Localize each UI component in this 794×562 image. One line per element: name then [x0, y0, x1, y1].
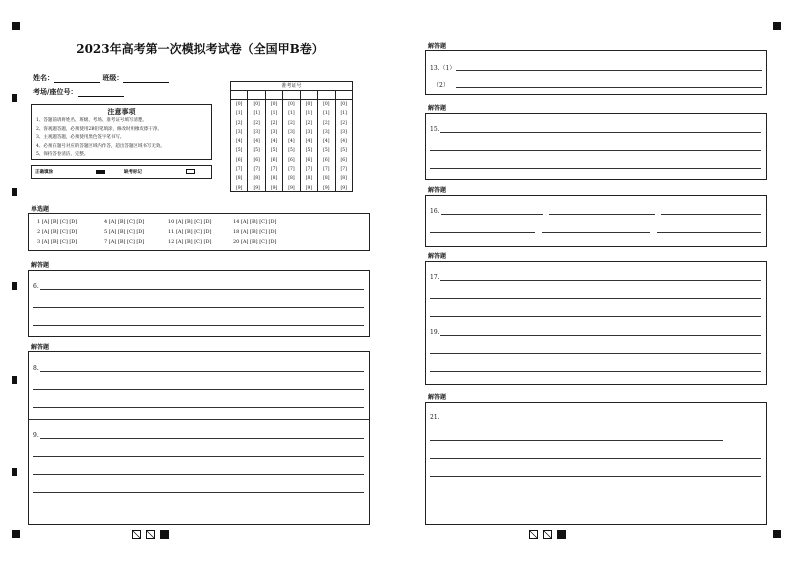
name-field[interactable] [54, 75, 100, 83]
exam-id-bubble[interactable]: [4] [340, 139, 347, 145]
exam-id-column[interactable] [283, 91, 300, 191]
answer-line [549, 214, 655, 215]
exam-id-column[interactable] [318, 91, 335, 191]
timing-mark [12, 468, 17, 476]
exam-id-bubble[interactable]: [8] [323, 176, 330, 182]
page-code-cross-mark [543, 530, 552, 539]
exam-id-bubble[interactable]: [4] [323, 139, 330, 145]
exam-id-bubble[interactable]: [1] [288, 111, 295, 117]
answer-line [33, 474, 364, 475]
timing-mark [12, 94, 17, 102]
mc-item[interactable]: 7 [A] [B] [C] [D] [104, 239, 145, 245]
exam-id-bubble[interactable]: [8] [340, 176, 347, 182]
answer-section-header: 解答题 [428, 43, 447, 50]
exam-id-bubble[interactable]: [4] [253, 139, 260, 145]
exam-id-bubble[interactable]: [9] [340, 185, 347, 191]
exam-id-column[interactable] [248, 91, 265, 191]
answer-line [40, 371, 364, 372]
exam-id-bubble[interactable]: [2] [305, 120, 313, 126]
answer-box-q6[interactable] [28, 270, 370, 337]
exam-id-bubble[interactable]: [2] [340, 120, 347, 126]
notice-item: 3、主观题答题，必须使用黑色签字笔书写。 [36, 135, 125, 140]
timing-mark [12, 376, 17, 384]
exam-id-title: 准考证号 [231, 82, 352, 91]
corner-mark-bottom-right [773, 530, 781, 538]
exam-id-bubble[interactable]: [1] [305, 111, 313, 117]
corner-mark-bottom-left [12, 530, 20, 538]
exam-id-bubble[interactable]: [7] [323, 167, 330, 173]
single-choice-header: 单选题 [31, 206, 50, 213]
exam-id-columns [231, 91, 352, 191]
exam-id-bubble[interactable]: [5] [288, 148, 295, 154]
exam-id-bubble[interactable]: [3] [340, 129, 347, 135]
timing-mark [12, 282, 17, 290]
timing-mark [12, 188, 17, 196]
exam-id-bubble[interactable]: [1] [270, 111, 278, 117]
exam-id-bubble[interactable]: [6] [340, 157, 347, 163]
exam-id-bubble[interactable]: [4] [270, 139, 278, 145]
exam-id-bubble[interactable]: [3] [236, 129, 243, 135]
page-code-cross-mark [146, 530, 155, 539]
exam-id-bubble[interactable]: [3] [323, 129, 330, 135]
answer-line [430, 232, 535, 233]
exam-id-column[interactable] [336, 91, 352, 191]
exam-id-bubble[interactable]: [9] [323, 185, 330, 191]
exam-id-bubble[interactable]: [6] [323, 157, 330, 163]
answer-line [430, 458, 761, 459]
exam-id-bubble[interactable]: [2] [288, 120, 295, 126]
name-class-row [33, 73, 169, 83]
exam-id-bubble[interactable]: [5] [253, 148, 260, 154]
exam-id-bubble[interactable]: [6] [253, 157, 260, 163]
exam-id-bubble[interactable]: [1] [253, 111, 260, 117]
notice-item: 5、保持答卷清洁、完整。 [36, 152, 89, 157]
exam-title: 2023年高考第一次模拟考试卷（全国甲B卷） [76, 42, 324, 56]
answer-line [40, 289, 364, 290]
exam-id-bubble[interactable]: [0] [323, 102, 330, 107]
question-number: 8. [33, 365, 39, 372]
exam-id-bubble[interactable]: [3] [253, 129, 260, 135]
answer-line [430, 440, 723, 441]
question-number: 19. [430, 329, 440, 336]
answer-section-header: 解答题 [428, 105, 447, 112]
name-label: 姓名： [33, 73, 54, 82]
exam-id-bubble[interactable]: [2] [270, 120, 278, 126]
page-code-cross-mark [132, 530, 141, 539]
exam-id-bubble[interactable]: [8] [253, 176, 260, 182]
answer-line [430, 353, 761, 354]
exam-id-bubble[interactable]: [3] [270, 129, 278, 135]
question-number: 21. [430, 414, 440, 421]
answer-line [456, 70, 762, 71]
exam-id-bubble[interactable]: [6] [270, 157, 278, 163]
seat-field[interactable] [78, 89, 124, 97]
question-number: 6. [33, 283, 39, 290]
exam-id-column[interactable] [231, 91, 248, 191]
exam-id-bubble[interactable]: [8] [236, 176, 243, 182]
mc-item[interactable]: 20 [A] [B] [C] [D] [233, 239, 277, 245]
exam-id-bubble[interactable]: [9] [288, 185, 295, 191]
answer-line [441, 214, 543, 215]
exam-id-bubble[interactable]: [2] [323, 120, 330, 126]
exam-id-bubble[interactable]: [7] [270, 167, 278, 173]
answer-line [430, 168, 761, 169]
answer-line [657, 232, 761, 233]
exam-id-bubble[interactable]: [6] [288, 157, 295, 163]
exam-id-column[interactable] [301, 91, 318, 191]
notice-box [31, 104, 212, 160]
exam-id-bubble[interactable]: [7] [236, 167, 243, 173]
exam-id-bubble[interactable]: [9] [253, 185, 260, 191]
mc-item[interactable]: 2 [A] [B] [C] [D] [37, 229, 78, 235]
exam-id-bubble[interactable]: [7] [340, 167, 347, 173]
answer-line [542, 232, 650, 233]
correct-fill-swatch [96, 170, 105, 174]
answer-line [33, 389, 364, 390]
exam-id-bubble[interactable]: [3] [288, 129, 295, 135]
exam-id-bubble[interactable]: [8] [305, 176, 313, 182]
answer-section-header: 解答题 [428, 394, 447, 401]
mc-item[interactable]: 5 [A] [B] [C] [D] [104, 229, 145, 235]
exam-id-bubble[interactable]: [9] [236, 185, 243, 191]
correct-fill-label: 正确填涂 [35, 170, 53, 175]
answer-line [33, 325, 364, 326]
answer-box-q21[interactable] [425, 402, 767, 525]
exam-id-bubble[interactable]: [7] [305, 167, 313, 173]
notice-item: 2、客观题答题，必须使用2B铅笔填涂，修改时用橡皮擦干净。 [36, 126, 163, 132]
question-number: 15. [430, 126, 440, 133]
exam-id-bubble[interactable]: [5] [270, 148, 278, 154]
exam-id-bubble[interactable]: [5] [305, 148, 313, 154]
exam-id-bubble[interactable]: [4] [236, 139, 243, 145]
class-field[interactable] [123, 75, 169, 83]
exam-id-bubble[interactable]: [0] [253, 102, 260, 107]
answer-line [456, 87, 762, 88]
fill-legend [31, 165, 212, 179]
mc-item[interactable]: 10 [A] [B] [C] [D] [168, 219, 212, 225]
answer-line [430, 476, 761, 477]
corner-mark-top-left [12, 22, 20, 30]
exam-id-bubble[interactable]: [7] [253, 167, 260, 173]
exam-id-bubble[interactable]: [1] [236, 111, 243, 117]
answer-line [661, 214, 761, 215]
corner-mark-top-right [773, 22, 781, 30]
exam-id-bubble[interactable]: [1] [323, 111, 330, 117]
question-number: 13.（1） [430, 65, 456, 72]
seat-label: 考场/座位号： [33, 87, 78, 96]
mc-item[interactable]: 3 [A] [B] [C] [D] [37, 239, 78, 245]
exam-id-bubble[interactable]: [0] [236, 102, 243, 107]
exam-id-bubble[interactable]: [2] [236, 120, 243, 126]
absent-mark-box[interactable] [186, 169, 195, 174]
page-code-solid-mark [160, 530, 169, 539]
exam-id-bubble[interactable]: [0] [340, 102, 347, 107]
exam-id-grid [230, 81, 353, 192]
answer-line [430, 150, 761, 151]
answer-line [430, 316, 761, 317]
notice-title: 注意事项 [107, 107, 136, 116]
exam-id-bubble[interactable]: [1] [340, 111, 347, 117]
page-code-solid-mark [557, 530, 566, 539]
exam-id-bubble[interactable]: [4] [305, 139, 313, 145]
answer-box-q16[interactable] [425, 195, 767, 247]
question-number: 17. [430, 274, 440, 281]
exam-id-bubble[interactable]: [6] [305, 157, 313, 163]
mc-item[interactable]: 11 [A] [B] [C] [D] [168, 229, 212, 235]
mc-item[interactable]: 12 [A] [B] [C] [D] [168, 239, 212, 245]
answer-section-header: 解答题 [428, 187, 447, 194]
exam-id-column[interactable] [266, 91, 283, 191]
answer-line [40, 438, 364, 439]
answer-box-q17-q19[interactable] [425, 261, 767, 385]
answer-line [430, 298, 761, 299]
answer-line [440, 335, 761, 336]
notice-item: 4、必须在题号对应的答题区域内作答，超出答题区域书写无效。 [36, 143, 165, 149]
exam-id-bubble[interactable]: [5] [340, 148, 347, 154]
answer-section-header: 解答题 [31, 344, 50, 351]
answer-box-q15[interactable] [425, 113, 767, 180]
exam-id-bubble[interactable]: [5] [236, 148, 243, 154]
answer-line [440, 132, 761, 133]
question-number: （2） [433, 82, 449, 89]
exam-id-bubble[interactable]: [6] [236, 157, 243, 163]
exam-id-bubble[interactable]: [7] [288, 167, 295, 173]
exam-id-bubble[interactable]: [8] [270, 176, 278, 182]
question-number: 9. [33, 432, 39, 439]
question-number: 16. [430, 208, 440, 215]
class-label: 班级： [102, 73, 124, 82]
exam-id-bubble[interactable]: [5] [323, 148, 330, 154]
exam-id-bubble[interactable]: [8] [288, 176, 295, 182]
seat-row [33, 87, 124, 97]
absent-mark-label: 缺考标记 [124, 170, 142, 175]
page-code-cross-mark [529, 530, 538, 539]
exam-id-bubble[interactable]: [9] [305, 185, 313, 191]
answer-line [430, 371, 761, 372]
exam-id-bubble[interactable]: [2] [253, 120, 260, 126]
answer-section-header: 解答题 [31, 262, 50, 269]
mc-item[interactable]: 18 [A] [B] [C] [D] [233, 229, 277, 235]
exam-id-bubble[interactable]: [3] [305, 129, 313, 135]
mc-item[interactable]: 4 [A] [B] [C] [D] [104, 219, 145, 225]
single-choice-box [28, 213, 370, 251]
answer-section-header: 解答题 [428, 253, 447, 260]
answer-line [33, 307, 364, 308]
answer-line [33, 456, 364, 457]
mc-item[interactable]: 1 [A] [B] [C] [D] [37, 219, 78, 225]
answer-box-q13[interactable] [425, 50, 767, 95]
exam-id-bubble[interactable]: [0] [305, 102, 313, 107]
question-divider [29, 419, 369, 420]
answer-line [33, 407, 364, 408]
answer-line [33, 492, 364, 493]
exam-id-bubble[interactable]: [0] [288, 102, 295, 107]
answer-box-q8-q9[interactable] [28, 351, 370, 525]
answer-line [440, 280, 761, 281]
exam-id-bubble[interactable]: [9] [270, 185, 278, 191]
mc-item[interactable]: 14 [A] [B] [C] [D] [233, 219, 277, 225]
exam-id-bubble[interactable]: [0] [270, 102, 278, 107]
notice-item: 1、答题前请将姓名、班级、考场、准考证号填写清楚。 [36, 118, 147, 123]
exam-id-bubble[interactable]: [4] [288, 139, 295, 145]
